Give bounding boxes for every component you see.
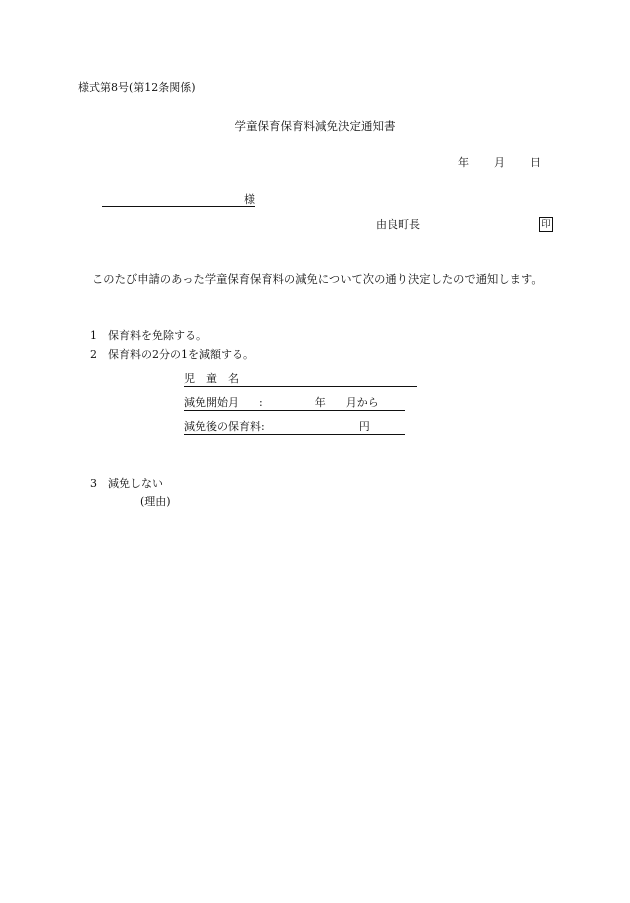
child-name-label: 児童名	[184, 372, 250, 385]
form-number: 様式第8号(第12条関係)	[78, 81, 196, 94]
document-title: 学童保育保育料減免決定通知書	[234, 119, 396, 133]
item-text: 保育料の2分の1を減額する。	[108, 348, 254, 361]
seal-stamp: 印	[539, 217, 553, 232]
item-no-reduction	[90, 478, 163, 489]
fee-after-row	[184, 421, 405, 435]
item-exemption	[90, 330, 207, 341]
date-year-label: 年	[458, 156, 469, 169]
item-text: 保育料を免除する。	[108, 329, 207, 342]
start-month-colon: :	[259, 396, 263, 409]
item-number: 2	[90, 348, 97, 361]
child-name-row	[184, 373, 417, 387]
yen-unit: 円	[358, 420, 370, 433]
item-number: 3	[90, 477, 97, 490]
reason-label: (理由)	[140, 495, 171, 508]
issuer-name: 由良町長	[376, 218, 420, 231]
item-number: 1	[90, 329, 97, 342]
date-month-label: 月	[494, 156, 505, 169]
item-half-reduction	[90, 349, 254, 360]
month-from: 月から	[345, 396, 379, 409]
addressee-name-blank	[102, 206, 244, 207]
year-unit: 年	[314, 396, 326, 409]
fee-after-label: 減免後の保育料:	[184, 420, 265, 433]
reduction-start-row	[184, 397, 405, 411]
date-day-label: 日	[530, 156, 541, 169]
item-text: 減免しない	[108, 477, 163, 490]
notice-body: このたび申請のあった学童保育保育料の減免について次の通り決定したので通知します。	[92, 273, 543, 286]
addressee-honorific: 様	[244, 193, 255, 206]
start-month-label: 減免開始月	[184, 396, 239, 409]
